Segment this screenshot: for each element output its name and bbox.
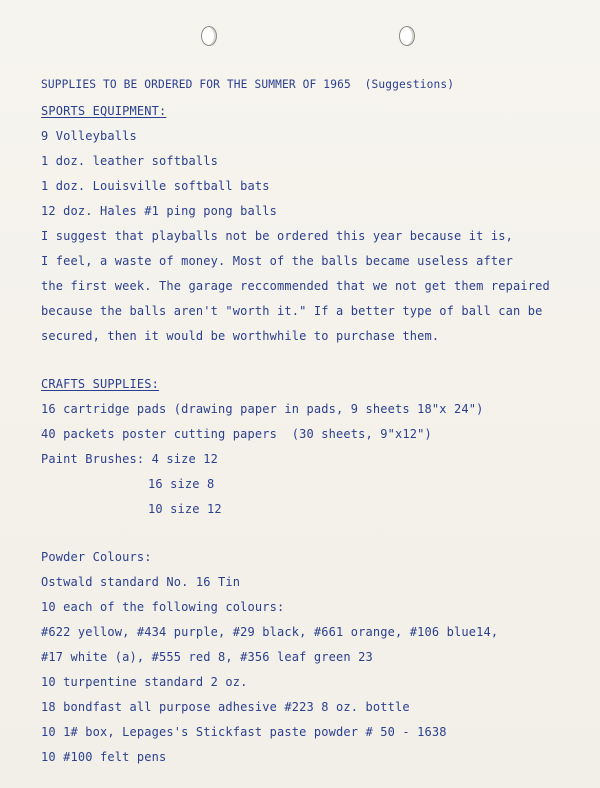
- sports-note-line: I feel, a waste of money. Most of the balls became useless after: [41, 254, 513, 268]
- sports-heading: SPORTS EQUIPMENT:: [41, 104, 167, 118]
- sports-note-line: I suggest that playballs not be ordered this year because it is,: [41, 229, 513, 243]
- powder-line: 18 bondfast all purpose adhesive #223 8 oz. bottle: [41, 700, 410, 714]
- powder-line: 10 turpentine standard 2 oz.: [41, 675, 248, 689]
- powder-heading: Powder Colours:: [41, 550, 152, 564]
- crafts-item: 40 packets poster cutting papers (30 sheets, 9"x12"): [41, 427, 432, 441]
- punch-hole-right: [399, 26, 415, 46]
- crafts-item: 16 cartridge pads (drawing paper in pads, 9 sheets 18"x 24"): [41, 402, 484, 416]
- powder-line: 10 each of the following colours:: [41, 600, 285, 614]
- sports-note-line: the first week. The garage reccommended that we not get them repaired: [41, 279, 550, 293]
- powder-line: #17 white (a), #555 red 8, #356 leaf green 23: [41, 650, 373, 664]
- sports-note-line: secured, then it would be worthwhile to purchase them.: [41, 329, 440, 343]
- punch-hole-left: [201, 26, 217, 46]
- brush-item: 10 size 12: [148, 502, 222, 516]
- sports-item: 12 doz. Hales #1 ping pong balls: [41, 204, 277, 218]
- powder-line: 10 #100 felt pens: [41, 750, 167, 764]
- powder-line: 10 1# box, Lepages's Stickfast paste powder # 50 - 1638: [41, 725, 447, 739]
- sports-note-line: because the balls aren't "worth it." If a better type of ball can be: [41, 304, 543, 318]
- document-title: SUPPLIES TO BE ORDERED FOR THE SUMMER OF 1965 (Suggestions): [41, 78, 455, 91]
- crafts-heading: CRAFTS SUPPLIES:: [41, 377, 159, 391]
- crafts-item: Paint Brushes: 4 size 12: [41, 452, 218, 466]
- powder-line: #622 yellow, #434 purple, #29 black, #661 orange, #106 blue14,: [41, 625, 499, 639]
- sports-item: 1 doz. leather softballs: [41, 154, 218, 168]
- sports-item: 9 Volleyballs: [41, 129, 137, 143]
- brush-item: 16 size 8: [148, 477, 215, 491]
- powder-line: Ostwald standard No. 16 Tin: [41, 575, 241, 589]
- sports-item: 1 doz. Louisville softball bats: [41, 179, 270, 193]
